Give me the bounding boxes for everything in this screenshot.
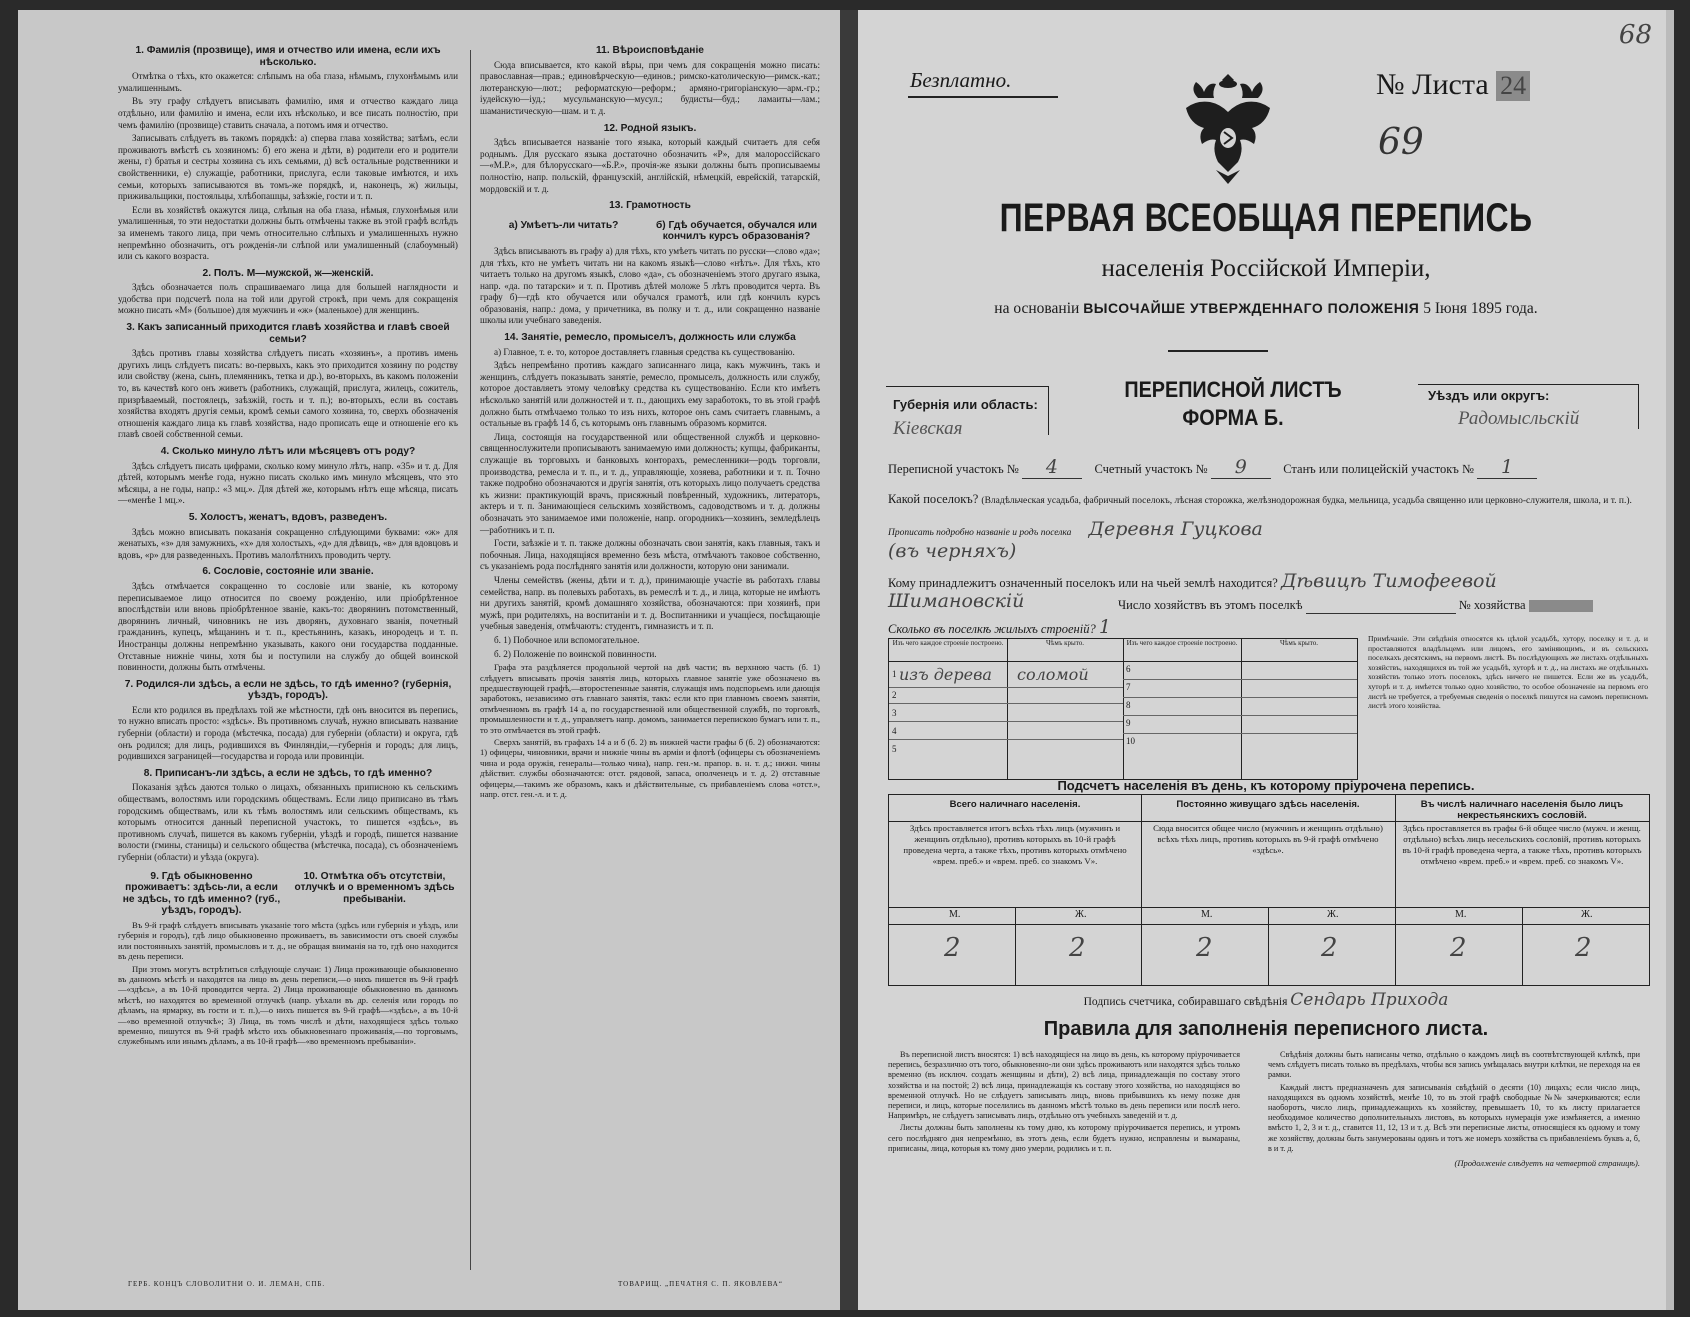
instructions-column-2	[480, 40, 820, 801]
table-row	[1123, 697, 1357, 716]
paragraph: Свѣдѣнія должны быть написаны четко, отдѣльно о каждомъ лицѣ въ соотвѣтствующей клѣткѣ, при чемъ слѣдуетъ писать только въ предѣлахъ, чтобы вся запись умѣщалась внутри клѣтки, не переходя на ея рамки.	[1268, 1050, 1640, 1080]
struck-sheet-number: 24	[1496, 71, 1530, 101]
census-section-label: Переписной участокъ №	[888, 462, 1019, 476]
paragraph: Здѣсь противъ главы хозяйства слѣдуетъ писать «хозяинъ», а противъ имень другихъ лицъ слѣдуетъ писать: во-первыхъ, какъ это приходится хозяину по родству или свойству (жена, сынъ, племянникъ, тетка и др.), во-вторыхъ, въ какомъ положеніи то, въ качествѣ кого онъ живетъ (работникъ, служащій, прислуга, жилецъ, сожитель, призрѣваемый, постоялецъ, заѣзжій, гость и т. п.); во-вторыхъ, если въ составъ хозяйства входятъ другія семьи, кромѣ семьи самого хозяина, то, сверхъ обозначенія отношенія каждаго лица къ главѣ хозяйства, надо прописать еще и отношеніе его къ главѣ своей собственной семьи.	[118, 348, 458, 440]
paragraph: Гости, заѣзжіе и т. п. также должны обозначать свои занятія, какъ главныя, такъ и побочныя. Лица, находящіяся временно безъ мѣста, отмѣчаютъ таковое собственно, съ указаніемъ рода послѣдняго занятія или должности, которую они занимали.	[480, 538, 820, 572]
column-rule	[1015, 907, 1016, 985]
province-value: Кіевская	[893, 418, 963, 439]
settlement-value: Деревня Гуцкова	[1088, 518, 1263, 540]
section-subheading: б) Гдѣ обучается, обучался или кончилъ курсъ образованія?	[655, 219, 818, 243]
buildings-value: 1	[1098, 616, 1111, 638]
column-divider	[470, 50, 471, 1270]
double-headed-eagle-emblem	[1178, 70, 1278, 190]
buildings-table-right	[1123, 639, 1357, 779]
table-row	[889, 705, 1123, 722]
free-label: Безплатно.	[910, 68, 1012, 92]
rules-column-1	[888, 1050, 1240, 1156]
settlement-label: Какой поселокъ?	[888, 492, 979, 506]
instructions-page	[18, 10, 840, 1310]
basis-suffix: 5 Іюня 1895 года.	[1423, 300, 1538, 317]
female-label: Ж.	[1075, 909, 1087, 920]
sheet-title	[1085, 376, 1382, 432]
paragraph: Сюда вписывается, кто какой вѣры, при чемъ для сокращенія можно писать: православная—прав.; единовѣрческую—единов.; римско-католическую—римск.-кат.; лютеранскую—лют.; реформатскую—реформ.; армяно-григоріанскую—арм.-гр.; іудейскую—іуд.; мусульманскую—мусул.; будисты—буд.; ламаиты—лам.; шаманистическую—шам. и т. д.	[480, 59, 820, 116]
section-heading: 10. Отмѣтка объ отсутствіи, отлучкѣ и о временномъ здѣсь пребываніи.	[294, 870, 455, 905]
male-count: 2	[944, 933, 961, 963]
printer-credit: ГЕРБ. КОНЦЪ СЛОВОЛИТНИ О. И. ЛЕМАН, СПБ.	[128, 1280, 326, 1288]
settlement-value-row-2	[888, 540, 1648, 562]
paragraph: Лица, состоящія на государственной или общественной службѣ и церковно-священнослужители прописываютъ занимаемую ими должность; купцы, фабриканты, служащіе въ торговыхъ и банковыхъ конторахъ, ремесленники—родъ торговли, производства, ремесла и т. п., и т. д., управляющіе, хозяева, работники и т. п. Точно также подробно обозначаются и другія занятія, отъ которыхъ лицо получаетъ средства къ жизни: практикующій врачъ, присяжный повѣренный, художникъ, литераторъ, актеръ и т. п. Занимающіеся сельскимъ хозяйствомъ, садоводствомъ и т. д. должны обозначать это занимаемое ими положеніе, напр. огородникъ—хозяинъ, земледѣлецъ—работникъ и т. п.	[480, 431, 820, 535]
basis-prefix: на основаніи	[994, 300, 1080, 317]
household-row	[1118, 598, 1648, 614]
owner-value: Дѣвицѣ Тимофеевой	[1280, 570, 1497, 592]
book-gutter	[840, 10, 858, 1310]
total-present-column	[889, 795, 1142, 985]
signature-label: Подпись счетчика, собиравшаго свѣдѣнія	[1083, 996, 1288, 1008]
household-number-label: № хозяйства	[1458, 598, 1526, 612]
row-number: 1	[892, 669, 897, 679]
sheet-number-label: № Листа	[1376, 68, 1489, 101]
police-section-label: Станъ или полицейскій участокъ №	[1283, 462, 1474, 476]
basis-caps: ВЫСОЧАЙШЕ УТВЕРЖДЕННАГО ПОЛОЖЕНІЯ	[1083, 300, 1420, 316]
household-count-blank	[1306, 598, 1456, 614]
female-label: Ж.	[1581, 909, 1593, 920]
paragraph: Здѣсь вписывается названіе того языка, который каждый считаетъ для себя роднымъ. Для русскаго языка достаточно обозначить «Р», для малороссійскаго—«М.Р.», для бѣлорусскаго—«Б.Р.», прочія-же языки должны быть прописываемы полностію, напр. польскій, французскій, англійскій, нѣмецкій, еврейскій, татарскій, мордовскій и т. д.	[480, 137, 820, 194]
legal-basis	[858, 300, 1674, 318]
page-edge	[1666, 10, 1674, 1310]
table-row	[1123, 733, 1357, 751]
paragraph: Отмѣтка о тѣхъ, кто окажется: слѣпымъ на оба глаза, нѣмымъ, глухонѣмымъ или умалишеннымъ.	[118, 71, 458, 93]
male-count: 2	[1450, 933, 1467, 963]
row-number: 2	[892, 690, 897, 700]
female-label: Ж.	[1327, 909, 1339, 920]
section-heading: 13. Грамотность	[609, 200, 691, 212]
roof-header: Чѣмъ крыто.	[1241, 639, 1357, 662]
paragraph: При этомъ могутъ встрѣтиться слѣдующіе случаи: 1) Лица проживающіе обыкновенно въ данномъ мѣстѣ и находятся на лицо въ день переписи,—о нихъ пишется въ 9-й графѣ—«здѣсь», а въ 10-й проводится черта. 2) Лица проживающіе обыкновенно въ данномъ мѣстѣ, но находятся во временной отлучкѣ (напр. уѣхали въ др. селенія или городъ по дѣламъ, на ярмарку, въ гости и т. п.),—о нихъ пишется въ 9-й графѣ—«здѣсь», а въ 10-й—«во временной отлучкѣ»; 3) Лица, въ томъ числѣ и дѣти, находящіеся здѣсь только временно, пишутся въ 9-й графѣ мѣсто ихъ обыкновеннаго проживанія,—по торговымъ, служебнымъ или инымъ дѣламъ, а въ 10-й графѣ—«во временномъ пребываніи».	[118, 963, 458, 1047]
district-value: Радомысльскій	[1458, 408, 1580, 429]
enumerator-signature-row	[858, 990, 1674, 1010]
paragraph: Въ 9-й графѣ слѣдуетъ вписывать указаніе того мѣста (здѣсь или губернія и уѣздъ, или губернія и городъ), гдѣ лицо обыкновенно проживаетъ, въ зависимости отъ своей службы или постоянныхъ занятій, промысловъ и т. д., не обращая вниманія на то, гдѣ оно находится въ день переписи.	[118, 919, 458, 962]
column-description: Здѣсь проставляется въ графы 6-й общее число (мужч. и женщ. отдѣльно) всѣхъ лицъ несельскихъ сословій, противъ которыхъ въ 10-й графѣ проведена черта, а также тѣхъ, противъ которыхъ отмѣчено «врем. преб.» и «врем. преб. со знакомъ V».	[1402, 823, 1642, 866]
sheet-title-line2: ФОРМА Б.	[1182, 405, 1284, 430]
paragraph: Здѣсь непремѣнно противъ каждаго записаннаго лица, какъ мужчинъ, такъ и женщинъ, слѣдуетъ показывать занятіе, ремесло, промыселъ, должность или службу, которое доставляетъ этому человѣку средства къ существованію. Если кто имѣетъ нѣсколько занятій или должностей и т. п., дающихъ ему заработокъ, то въ этой графѣ должно быть отмѣчаемо только то изъ нихъ, которое онъ самъ считаетъ главнымъ, а остальные въ графѣ 14 б, съ которымъ онъ главнымъ образомъ кормится.	[480, 360, 820, 429]
paragraph: б. 2) Положеніе по воинской повинности.	[494, 648, 657, 659]
male-label: М.	[1455, 909, 1467, 920]
underline	[908, 96, 1058, 98]
settlement-hint: (Владѣльческая усадьба, фабричный поселокъ, лѣсная сторожка, желѣзнодорожная будка, мельница, усадьба священно или церковно-служителя, школа, и т. п.).	[981, 496, 1632, 506]
column-description: Сюда вносится общее число (мужчинъ и женщинъ отдѣльно) всѣхъ тѣхъ лицъ, противъ которыхъ въ 9-й графѣ отмѣчено «здѣсь».	[1153, 823, 1383, 855]
male-label: М.	[1201, 909, 1213, 920]
signature-value: Сендарь Прихода	[1290, 990, 1449, 1010]
paragraph: Если въ хозяйствѣ окажутся лица, слѣпыя на оба глаза, нѣмыя, глухонѣмыя или умалишенныя, то эти недостатки должны быть отмѣчены также въ этой графѣ вслѣдъ за именемъ такого лица, при чемъ относительно слѣпыхъ и умалишенныхъ нужно непремѣнно обозначить, отъ рожденія-ли слѣпой или умалишенный (слабоумный) или съ какого возраста.	[118, 204, 458, 262]
paragraph: Если кто родился въ предѣлахъ той же мѣстности, гдѣ онъ вносится въ перепись, то нужно вписать просто: «здѣсь». Въ противномъ случаѣ, нужно вписывать название губерніи (области) и города (мѣстечка, посада) для губерніи (области) и округа, гдѣ онъ родился; для лицъ, родившихся въ Финляндіи,—губернія и городъ; для лицъ, родившихся заграницей—государства и города или провинціи.	[118, 704, 458, 762]
paragraph: Записывать слѣдуетъ въ такомъ порядкѣ: а) сперва глава хозяйства; затѣмъ, если проживаютъ вмѣстѣ съ хозяиномъ: б) его жена и дѣти, в) родители его и родители жены, г) братья и сестры хозяина съ ихъ семьями, д) всѣ остальные родственники и свойственники, е) служащіе, работники, прислуга, если таковые имѣются, и ихъ семьи, которыхъ записываются въ томъ-же порядкѣ, и, наконецъ, ж) жильцы, приживальщики, постояльцы, хлѣбопашцы, заѣзжіе, гости и т. п.	[118, 133, 458, 202]
count-section-value: 9	[1211, 456, 1271, 479]
female-count: 2	[1069, 933, 1086, 963]
male-label: М.	[949, 909, 961, 920]
section-numbers-row	[888, 456, 1648, 479]
paragraph: Сверхъ занятій, въ графахъ 14 а и б (б. 2) въ нижней части графы б (б. 2) обозначаются: 1) офицеры, чиновники, врачи и нижніе чины въ арміи и флотѣ (офицеры съ обозначеніемъ чина и рода оружія, генералы—только чина), напр. ген.-м. прапор. в. н. т. д.; нижн. чины дѣйствит. службы обозначаются: отст. рядовой, запаса, ополченецъ и т. д. 2) отставные офицеры,—такимъ же образомъ, какъ и дѣйствительные, съ прибавленіемъ слова «отст.», напр. отст. ген.-л. и т. д.	[480, 736, 820, 799]
printer-credit: ТОВАРИЩ. „ПЕЧАТНЯ С. П. ЯКОВЛЕВА“	[618, 1280, 783, 1288]
sheet-title-line1: ПЕРЕПИСНОЙ ЛИСТЪ	[1124, 377, 1342, 402]
population-count-table	[888, 794, 1650, 986]
section-heading: 14. Занятіе, ремесло, промыселъ, должность или служба	[504, 332, 796, 344]
column-header: Въ числѣ наличнаго населенія было лицъ некрестьянскихъ сословій.	[1395, 795, 1649, 822]
paragraph: Члены семействъ (жены, дѣти и т. д.), принимающіе участіе въ работахъ главы семейства, напр. въ полевыхъ работахъ, въ ремеслѣ и т. д., и лица, которые не имѣютъ ни другихъ занятій, кромѣ домашняго хозяйства, обозначаются: при хозяинѣ, при мужѣ, при родителяхъ, на воспитаніи и т. д. Воспитанники и учащіеся, посѣщающіе учебныя заведенія, отмѣчаютъ: студентъ, гимназистъ и т. п.	[480, 574, 820, 632]
paragraph: а) Главное, т. е. то, которое доставляетъ главныя средства къ существованію.	[494, 346, 795, 357]
settlement-value-2: (въ черняхъ)	[888, 540, 1017, 562]
count-section-label: Счетный участокъ №	[1094, 462, 1208, 476]
paragraph: Графа эта раздѣляется продольной чертой на двѣ части; въ верхнюю часть (б. 1) слѣдуетъ вписывать прочія занятія лицъ, которыхъ главное занятіе уже обозначено въ предшествующей графѣ,—второстепенные занятія, служащія имъ подспорьемъ или дающія заработокъ, независимо отъ главнаго занятія, такъ: если кто при главномъ своемъ занятіи, отмѣченномъ въ графѣ 14 а, по государственной или общественной службѣ, по торговлѣ, промышленности и т. д., управляетъ напр. домомъ, занимается перепискою бумагъ или т. п., то это отмѣчается въ этой графѣ.	[480, 662, 820, 735]
section-subheading: а) Умѣетъ-ли читать?	[508, 219, 619, 231]
paragraph: Здѣсь обозначается полъ спрашиваемаго лица для большей наглядности и удобства при подсчетѣ пола на той или другой строкѣ, при чемъ для сокращенія можно писать «М» (большое) для мужчинъ и «ж» (маленькое) для женщинъ.	[118, 282, 458, 316]
section-heading: 1. Фамилія (прозвище), имя и отчество или имена, если ихъ нѣсколько.	[135, 45, 441, 68]
buildings-note: Примѣчаніе. Эти свѣдѣнія относятся къ цѣлой усадьбѣ, хутору, поселку и т. д. и проставляются владѣльцемъ или лицомъ, его заміняющимъ, и въ сельскихъ поселкахъ десятскимъ, на первомъ листѣ. Въ послѣдующихъ же листахъ отдѣльныхъ хозяйствъ, находящихся въ той же усадьбѣ, хуторѣ и т. д., на листахъ же отдѣльныхъ хозяйствъ только этотъ поселокъ, здѣсь ничего не пишется. Если же въ усадьбѣ, хуторѣ и т. д. имѣется только одно хозяйство, то особое обозначеніе на первомъ его листѣ не требуется, а требуемыя сведенія о поселкѣ пишутся на самомъ переписномъ листѣ этого хозяйства.	[1368, 634, 1648, 711]
q9-q10-headings	[118, 866, 458, 920]
paragraph: Здѣсь слѣдуетъ писать цифрами, сколько кому минуло лѣтъ, напр. «35» и т. д. Для дѣтей, которымъ менѣе года, нужно писать сколько имъ минуло мѣсяцевъ, что это мѣсяцы, а не годы, напр.: «3 мц.». Для дѣтей же, которымъ нѣтъ еще мѣсяца, писать—«менѣе 1 мц.».	[118, 460, 458, 506]
section-heading: 4. Сколько минуло лѣтъ или мѣсяцевъ отъ роду?	[160, 446, 416, 457]
paragraph: Листы должны быть заполнены къ тому дню, къ которому пріурочивается перепись, и утромъ сего послѣдняго дня непремѣнно, въ этотъ день, если будетъ нужно, исправлены и вымараны, приписаны, лица, которыя къ тому дню умерли, родились и т. п.	[888, 1123, 1240, 1153]
material-header: Изъ чего каждое строеніе построено.	[1123, 639, 1242, 662]
buildings-table	[888, 638, 1358, 780]
row-number: 3	[892, 708, 897, 718]
sheet-number	[1376, 68, 1530, 102]
permanent-residents-column	[1141, 795, 1396, 985]
section-heading: 2. Полъ. М—мужской, ж—женскій.	[202, 267, 374, 279]
form-title: ПЕРВАЯ ВСЕОБЩАЯ ПЕРЕПИСЬ	[999, 196, 1533, 240]
paragraph: Здѣсь вписываютъ въ графу а) для тѣхъ, кто умѣетъ читать по русски—слово «да»; для тѣхъ, кто не умѣетъ читать ни на какомъ языкѣ—слово «нѣтъ». Для тѣхъ, кто читаетъ только на другомъ языкѣ, слово «да», съ обозначеніемъ этого другаго языка, напр. «да. по татарски» и т. п. Противъ дѣтей моложе 5 лѣтъ проводится черта. Въ графу б)—гдѣ кто обучается или обучался грамотѣ, или гдѣ кончилъ курсъ образованія, напр.: дома, у причетника, въ полку и т. д., или сокращенно названіе школы или учебнаго заведенія.	[480, 245, 820, 326]
row-number: 5	[892, 744, 897, 754]
table-row	[889, 741, 1123, 757]
section-heading: 6. Сословіе, состояніе или званіе.	[202, 566, 374, 578]
settlement-hint-2: Прописать подробно названіе и родъ поселка	[888, 528, 1072, 538]
paragraph: б. 1) Побочное или вспомогательное.	[494, 634, 640, 645]
rules-title: Правила для заполненія переписного листа.	[1043, 1018, 1489, 1040]
row-number: 7	[1126, 682, 1131, 692]
male-count: 2	[1196, 933, 1213, 963]
divider	[1168, 350, 1268, 352]
buildings-label: Сколько въ поселкѣ жилыхъ строеній?	[888, 622, 1096, 636]
census-form-page	[858, 10, 1674, 1310]
table-row	[1123, 715, 1357, 734]
column-rule	[1522, 907, 1523, 985]
household-count-label: Число хозяйствъ въ этомъ поселкѣ	[1118, 598, 1303, 612]
handwritten-sheet-number: 69	[1378, 122, 1424, 163]
material-value: изъ дерева	[899, 665, 992, 684]
paragraph: Въ эту графу слѣдуетъ вписывать фамилію, имя и отчество каждаго лица отдѣльно, или фамилію и имена, если ихъ нѣсколько, и все писать полностію, при чемъ фамилію (прозвище) ставить сначала, а потомъ имя и отчество.	[118, 96, 458, 130]
census-section-value: 4	[1022, 456, 1082, 479]
q1-block	[118, 45, 458, 263]
province-label: Губернія или область:	[893, 397, 1038, 412]
section-heading: 5. Холостъ, женатъ, вдовъ, разведенъ.	[188, 511, 388, 523]
row-number: 10	[1126, 736, 1135, 746]
rules-column-2	[1268, 1050, 1640, 1168]
roof-header: Чѣмъ крыто.	[1007, 639, 1123, 662]
household-number-redacted	[1529, 600, 1593, 612]
roof-value: соломой	[1017, 665, 1089, 684]
owner-value-2: Шимановскій	[888, 590, 1025, 612]
paragraph: Здѣсь отмѣчается сокращенно то сословіе или званіе, къ которому переписываемое лицо относится по своему рожденію, или пріобрѣтенное впослѣдствіи или вновь пріобрѣтенное званіе, какъ-то: дворянинъ потомственный, дворянинъ личный, чиновникъ не изъ дворянъ, духовнаго званія, почетный гражданинъ, купецъ, мѣщанинъ и т. п., крестьянинъ, казакъ, инородецъ и т. п. Иностранцы должны непремѣнно указывать, какого они государства подданные. Отставные нижніе чины, хотя бы и поступили на службу до общей воинской повинности, должны быть отмѣчены.	[118, 580, 458, 673]
paragraph: Каждый листъ предназначенъ для записыванія свѣдѣній о десяти (10) лицахъ; если число лицъ, находящихся въ одномъ хозяйствѣ, менѣе 10, то въ этой графѣ свободные №№ зачеркиваются; если наоборотъ, число лицъ, принадлежащихъ къ хозяйству, превышаетъ 10, то къ листу прилагается необходимое количество дополнительныхъ листовъ, въ которыхъ нумерація уже измѣняется, а именно вмѣсто 1, 2, 3 и т. д., ставится 11, 12, 13 и т. д. Всѣ эти переписные листы, относящіеся къ одному и тому же хозяйству, должны быть занумерованы одинъ и тотъ же номеръ хозяйства съ прибавленіемъ буквъ а, б, в и т. д.	[1268, 1082, 1640, 1153]
buildings-table-left	[889, 639, 1124, 779]
paragraph: Здѣсь можно вписывать показанія сокращенно слѣдующими буквами: «ж» для женатыхъ, «з» для замужнихъ, «х» для холостыхъ, «д» для дѣвицъ, «в» для вдовцовъ и вдовъ, «р» для разведенныхъ. Противъ малолѣтнихъ проводить черту.	[118, 526, 458, 560]
column-header: Постоянно живущаго здѣсь населенія.	[1141, 795, 1395, 822]
column-description: Здѣсь проставляется итогъ всѣхъ тѣхъ лицъ (мужчинъ и женщинъ отдѣльно), противъ которыхъ въ 10-й графѣ проведена черта, а также тѣхъ, противъ которыхъ отмѣчено «врем. преб.» и «врем. преб. со знакомъ V».	[903, 823, 1127, 866]
table-row	[1123, 679, 1357, 698]
q13-subheadings	[480, 215, 820, 246]
row-number: 8	[1126, 700, 1131, 710]
population-count-title: Подсчетъ населенія въ день, къ которому пріурочена перепись.	[1057, 778, 1475, 793]
material-header: Изъ чего каждое строеніе построено.	[889, 639, 1008, 662]
table-row	[889, 723, 1123, 740]
book-spread	[18, 10, 1674, 1310]
form-subtitle: населенія Россійской Имперіи,	[1101, 255, 1431, 282]
owner-row	[888, 570, 1648, 592]
paragraph: Показанія здѣсь даются только о лицахъ, обязанныхъ приписною къ сельскимъ обществамъ, волостямъ или городскимъ обществамъ. Если лицо приписано въ тѣмъ городскимъ обществамъ, или къ тѣмъ волостямъ или сельскимъ обществамъ, къ которымъ относится данный переписной участокъ, то пишется «здѣсь», въ противномъ случаѣ, пишется въ какомъ губерніи, уѣздѣ и городѣ, пишется название волости (гмины, станицы) и сельского общества (мѣстечка, посада), съ обозначеніемъ губерніи (области) и уѣзда (округа).	[118, 782, 458, 862]
female-count: 2	[1321, 933, 1338, 963]
section-heading: 8. Приписанъ-ли здѣсь, а если не здѣсь, то гдѣ именно?	[143, 767, 433, 779]
instructions-column-1	[118, 40, 458, 1049]
continuation-note: (Продолженіе слѣдуетъ на четвертой страницѣ).	[1454, 1158, 1640, 1169]
table-row	[1123, 661, 1357, 680]
row-number: 6	[1126, 664, 1131, 674]
section-heading: 7. Родился-ли здѣсь, а если не здѣсь, то гдѣ именно? (губернія, уѣздъ, городъ).	[124, 678, 452, 702]
non-peasant-column	[1395, 795, 1649, 985]
settlement-row	[888, 492, 1648, 507]
section-heading: 11. Вѣроисповѣданіе	[596, 45, 704, 56]
paragraph: Въ переписной листъ вносятся: 1) всѣ находящіеся на лицо въ день, къ которому пріурочивается перепись, безразлично отъ того, обыкновенно-ли они здѣсь проживаютъ или находятся здѣсь только временно (въ исключ. создать женщины и дѣти), 2) всѣ лица, принадлежащія по составу этого хозяйства и на постой; 2) всѣ лица, принадлежащія къ составу этого хозяйства, но находящіяся во временной отлучкѣ. Но не слѣдуетъ записывать лицъ, вновь прибывшихъ къ нему позже дня переписи, и лицъ, которые поселились въ данномъ мѣстѣ только въ день переписи или послѣ него. Напримѣръ, не слѣдуетъ записывать лицъ, отдѣльно отъ учебныхъ заведеній и т. д.	[888, 1050, 1240, 1121]
archive-page-number: 68	[1618, 20, 1652, 50]
section-heading: 3. Какъ записанный приходится главѣ хозяйства и главѣ своей семьи?	[126, 322, 450, 345]
section-heading: 9. Гдѣ обыкновенно проживаетъ: здѣсь-ли, а если не здѣсь, то гдѣ именно? (губ., уѣздъ, городъ).	[122, 870, 281, 917]
owner-label: Кому принадлежитъ означенный поселокъ или на чьей землѣ находится?	[888, 576, 1278, 590]
table-row	[889, 687, 1123, 704]
section-heading: 12. Родной языкъ.	[603, 122, 697, 134]
police-section-value: 1	[1477, 456, 1537, 479]
row-number: 9	[1126, 718, 1131, 728]
column-rule	[1268, 907, 1269, 985]
settlement-value-row	[888, 518, 1648, 540]
column-header: Всего наличнаго населенія.	[889, 795, 1141, 822]
row-number: 4	[892, 726, 897, 736]
district-label: Уѣздъ или округъ:	[1428, 388, 1550, 403]
female-count: 2	[1575, 933, 1592, 963]
